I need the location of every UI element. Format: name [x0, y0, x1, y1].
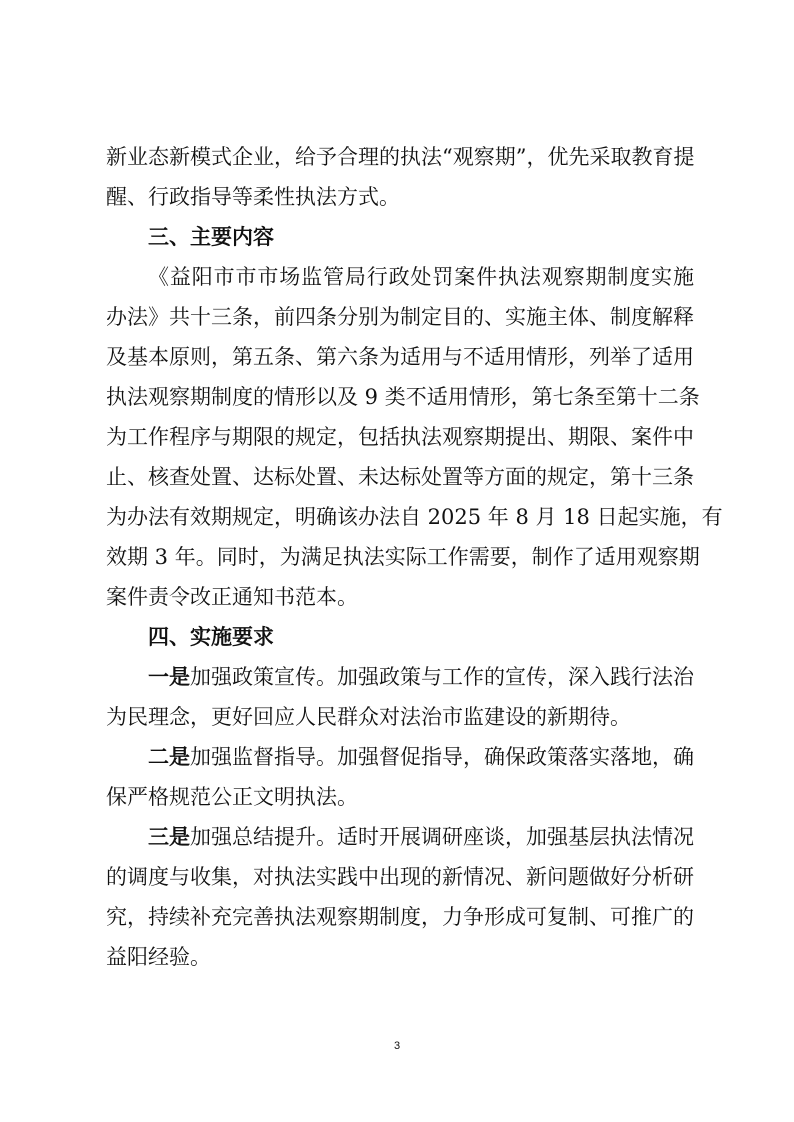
- text-line: 醒、行政指导等柔性执法方式。: [106, 185, 400, 209]
- text-line: 为工作程序与期限的规定，包括执法观察期提出、期限、案件中: [106, 425, 694, 449]
- text-line: 新业态新模式企业，给予合理的执法“观察期”，优先采取教育提: [106, 145, 695, 169]
- lead-text: 二是: [148, 744, 190, 769]
- lead-text: 一是: [148, 664, 190, 689]
- paragraph-requirement-1: [106, 657, 694, 737]
- text-line: [106, 817, 694, 857]
- lead-text: 三是: [148, 824, 190, 849]
- paragraph-main-content: [106, 257, 723, 617]
- section-heading-main-content: 三、主要内容: [148, 225, 274, 249]
- paragraph-requirement-3: [106, 817, 694, 977]
- line-text: 加强监督指导。加强督促指导，确保政策落实落地，确: [190, 745, 694, 769]
- text-line: [106, 657, 694, 697]
- text-line: 案件责令改正通知书范本。: [106, 585, 358, 609]
- section-heading-requirements: 四、实施要求: [148, 625, 274, 649]
- text-line: 效期 3 年。同时，为满足执法实际工作需要，制作了适用观察期: [106, 545, 700, 569]
- text-line: [106, 737, 694, 777]
- paragraph-intro: [106, 137, 694, 217]
- text-line: 及基本原则，第五条、第六条为适用与不适用情形，列举了适用: [106, 345, 694, 369]
- text-line: 《益阳市市市场监管局行政处罚案件执法观察期制度实施: [148, 265, 694, 289]
- text-line: 办法》共十三条，前四条分别为制定目的、实施主体、制度解释: [106, 305, 694, 329]
- line-text: 加强政策宣传。加强政策与工作的宣传，深入践行法治: [190, 665, 694, 689]
- text-line: 执法观察期制度的情形以及 9 类不适用情形，第七条至第十二条: [106, 385, 700, 409]
- line-text: 加强总结提升。适时开展调研座谈，加强基层执法情况: [190, 825, 694, 849]
- text-line: 究，持续补充完善执法观察期制度，力争形成可复制、可推广的: [106, 905, 694, 929]
- text-line: 止、核查处置、达标处置、未达标处置等方面的规定，第十三条: [106, 465, 694, 489]
- document-body: [106, 137, 723, 977]
- text-line: 的调度与收集，对执法实践中出现的新情况、新问题做好分析研: [106, 865, 694, 889]
- text-line: 保严格规范公正文明执法。: [106, 785, 358, 809]
- text-line: 为民理念，更好回应人民群众对法治市监建设的新期待。: [106, 705, 631, 729]
- paragraph-requirement-2: [106, 737, 694, 817]
- text-line: 益阳经验。: [106, 945, 211, 969]
- text-line: 为办法有效期规定，明确该办法自 2025 年 8 月 18 日起实施，有: [106, 505, 723, 529]
- page-number: 3: [393, 1040, 401, 1052]
